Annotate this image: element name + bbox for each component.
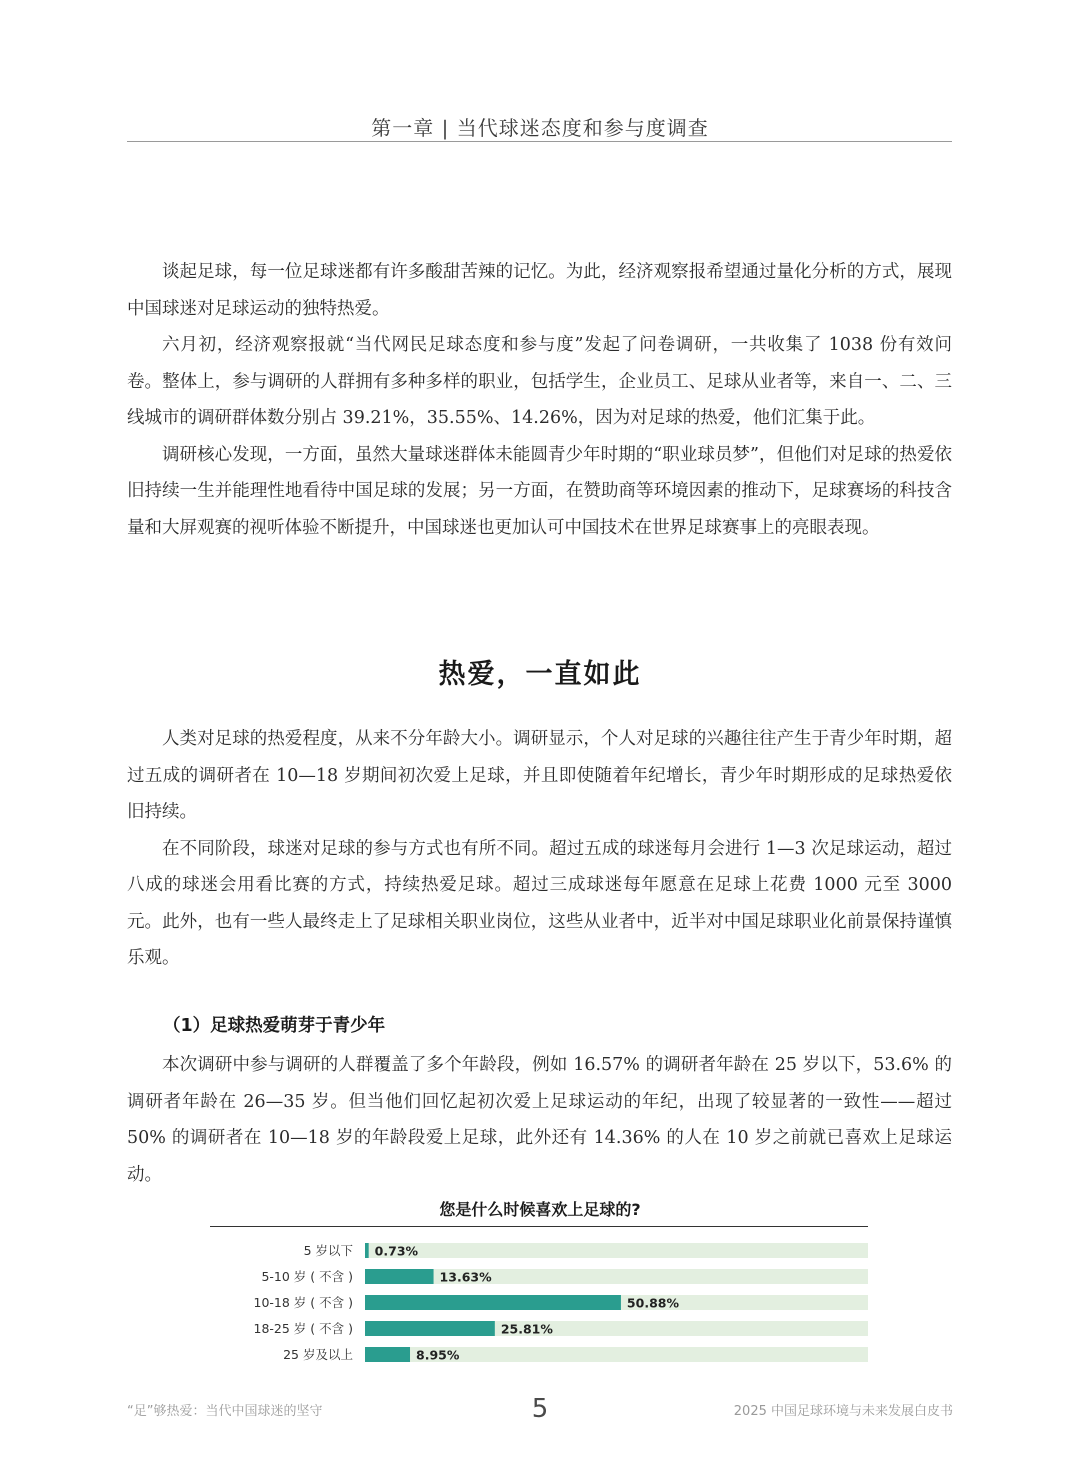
chart-title: 您是什么时候喜欢上足球的? [439,1200,641,1219]
category-label: 10-18 岁 ( 不含 ) [253,1295,353,1310]
bar [365,1321,495,1336]
value-label: 8.95% [416,1347,460,1363]
intro-paragraph-2: 六月初，经济观察报就“当代网民足球态度和参与度”发起了问卷调研，一共收集了 1038 份有效问卷。整体上，参与调研的人群拥有多种多样的职业，包括学生，企业员工、足球从业者等，来自一、二、三线城市的调研群体数分别占 39.21%，35.55%、14.26%，因为对足球的热爱，他们汇集于此。 [127,335,952,428]
footer-whitepaper-title: 2025 中国足球环境与未来发展白皮书 [733,1404,953,1419]
subsection-paragraph-1: 本次调研中参与调研的人群覆盖了多个年龄段，例如 16.57% 的调研者年龄在 25 岁以下，53.6% 的调研者年龄在 26—35 岁。但当他们回忆起初次爱上足球运动的年纪，出现了较显著的一致性——超过 50% 的调研者在 10—18 岁的年龄段爱上足球，此外还有 14.36% 的人在 10 岁之前就已喜欢上足球运动。 [127,1055,952,1185]
category-label: 18-25 岁 ( 不含 ) [253,1321,353,1336]
category-label: 25 岁及以上 [283,1347,353,1362]
chapter-header: 第一章 | 当代球迷态度和参与度调查 [371,116,709,140]
category-label: 5 岁以下 [303,1243,353,1258]
bar [365,1243,369,1258]
page-number: 5 [531,1394,549,1424]
section-paragraph-1: 人类对足球的热爱程度，从来不分年龄大小。调研显示，个人对足球的兴趣往往产生于青少年时期，超过五成的调研者在 10—18 岁期间初次爱上足球，并且即使随着年纪增长，青少年时期形成的足球热爱依旧持续。 [127,729,952,822]
footer-report-title: “足”够热爱：当代中国球迷的坚守 [127,1404,323,1419]
bar-track [365,1243,868,1258]
intro-paragraph-3: 调研核心发现，一方面，虽然大量球迷群体未能圆青少年时期的“职业球员梦”，但他们对足球的热爱依旧持续一生并能理性地看待中国足球的发展；另一方面，在赞助商等环境因素的推动下，足球赛场的科技含量和大屏观赛的视听体验不断提升，中国球迷也更加认可中国技术在世界足球赛事上的亮眼表现。 [127,444,952,538]
category-label: 5-10 岁 ( 不含 ) [261,1269,353,1284]
intro-paragraph-1: 谈起足球，每一位足球迷都有许多酸甜苦辣的记忆。为此，经济观察报希望通过量化分析的方式，展现中国球迷对足球运动的独特热爱。 [127,262,952,319]
value-label: 0.73% [374,1243,419,1259]
bar [365,1295,621,1310]
bar [365,1347,410,1362]
bar [365,1269,434,1284]
section-paragraph-2: 在不同阶段，球迷对足球的参与方式也有所不同。超过五成的球迷每月会进行 1—3 次足球运动，超过八成的球迷会用看比赛的方式，持续热爱足球。超过三成球迷每年愿意在足球上花费 1000 元至 3000 元。此外，也有一些人最终走上了足球相关职业岗位，这些从业者中，近半对中国足球职业化前景保持谨慎乐观。 [127,838,952,968]
subsection-heading: （1）足球热爱萌芽于青少年 [163,1016,386,1036]
value-label: 50.88% [626,1295,680,1311]
value-label: 13.63% [439,1269,492,1285]
value-label: 25.81% [500,1321,553,1337]
section-heading: 热爱，一直如此 [438,659,642,690]
